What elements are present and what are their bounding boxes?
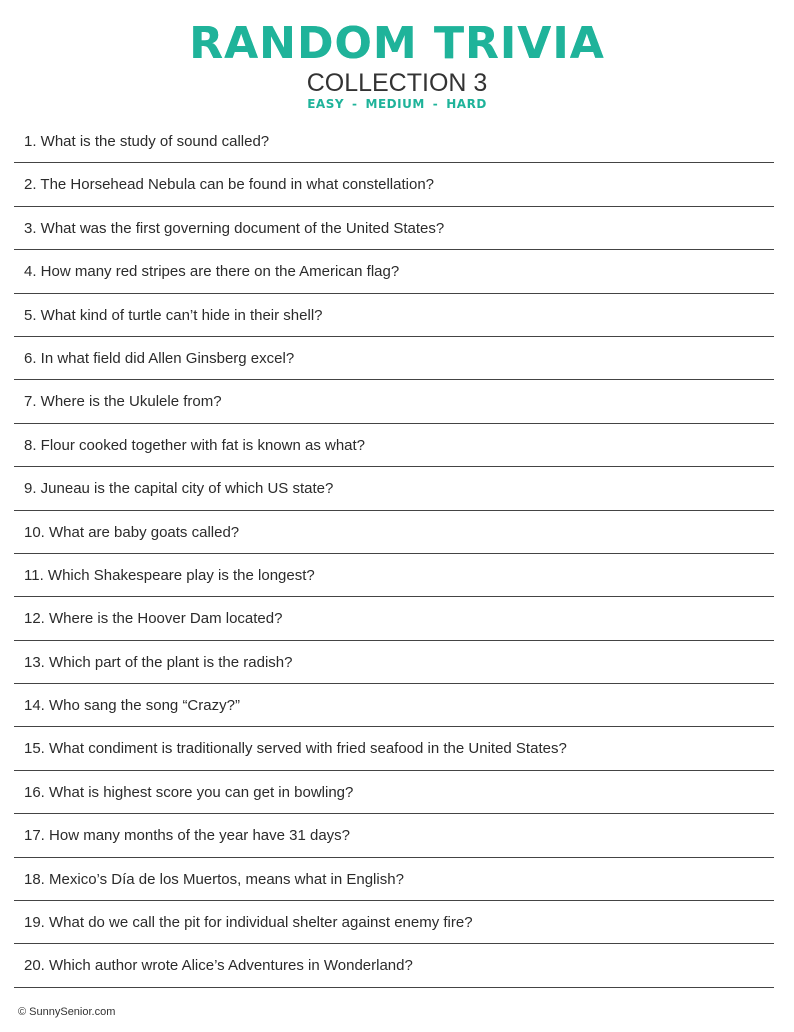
difficulty-levels [0,96,794,112]
level-hard: HARD [446,97,487,111]
question-text: 11. Which Shakespeare play is the longest? [24,566,315,584]
question-row [14,944,774,987]
question-row [14,727,774,770]
question-text: 16. What is highest score you can get in bowling? [24,783,354,801]
question-row [14,901,774,944]
level-medium: MEDIUM [365,97,425,111]
level-separator: - [432,97,439,111]
question-text: 12. Where is the Hoover Dam located? [24,610,283,628]
question-row [14,858,774,901]
question-text: 9. Juneau is the capital city of which US state? [24,480,334,498]
page-title: RANDOM TRIVIA [189,18,605,69]
worksheet-header [0,0,794,118]
page-subtitle: COLLECTION 3 [306,69,488,97]
question-row [14,467,774,510]
question-text: 13. Which part of the plant is the radish? [24,653,293,671]
question-text: 1. What is the study of sound called? [24,133,270,150]
question-text: 15. What condiment is traditionally served with fried seafood in the United States? [24,740,567,758]
question-row [14,337,774,380]
question-text: 20. Which author wrote Alice’s Adventures in Wonderland? [24,957,413,975]
question-row [14,424,774,467]
question-row [14,771,774,814]
question-text: 8. Flour cooked together with fat is known as what? [24,436,366,454]
question-row [14,380,774,423]
question-row [14,597,774,640]
question-row [14,207,774,250]
level-easy: EASY [307,97,345,111]
question-row [14,163,774,206]
question-text: 5. What kind of turtle can’t hide in their shell? [24,306,323,324]
question-text: 19. What do we call the pit for individual shelter against enemy fire? [24,914,473,932]
question-text: 18. Mexico’s Día de los Muertos, means what in English? [24,870,404,888]
question-text: 14. Who sang the song “Crazy?” [24,697,240,715]
question-row [14,641,774,684]
question-row [14,250,774,293]
question-text: 17. How many months of the year have 31 days? [24,827,351,845]
question-row [14,511,774,554]
question-text: 6. In what field did Allen Ginsberg excel? [24,349,295,367]
question-text: 7. Where is the Ukulele from? [24,393,222,411]
copyright-footer: © SunnySenior.com [18,1006,116,1018]
question-text: 3. What was the first governing document of the United States? [24,219,445,237]
question-text: 4. How many red stripes are there on the American flag? [24,263,400,281]
level-separator: - [352,97,358,111]
question-row [14,814,774,857]
question-row [14,120,774,163]
question-text: 2. The Horsehead Nebula can be found in what constellation? [24,176,435,194]
question-row [14,554,774,597]
question-text: 10. What are baby goats called? [24,523,240,541]
question-row [14,294,774,337]
question-row [14,684,774,727]
question-list [14,120,774,988]
